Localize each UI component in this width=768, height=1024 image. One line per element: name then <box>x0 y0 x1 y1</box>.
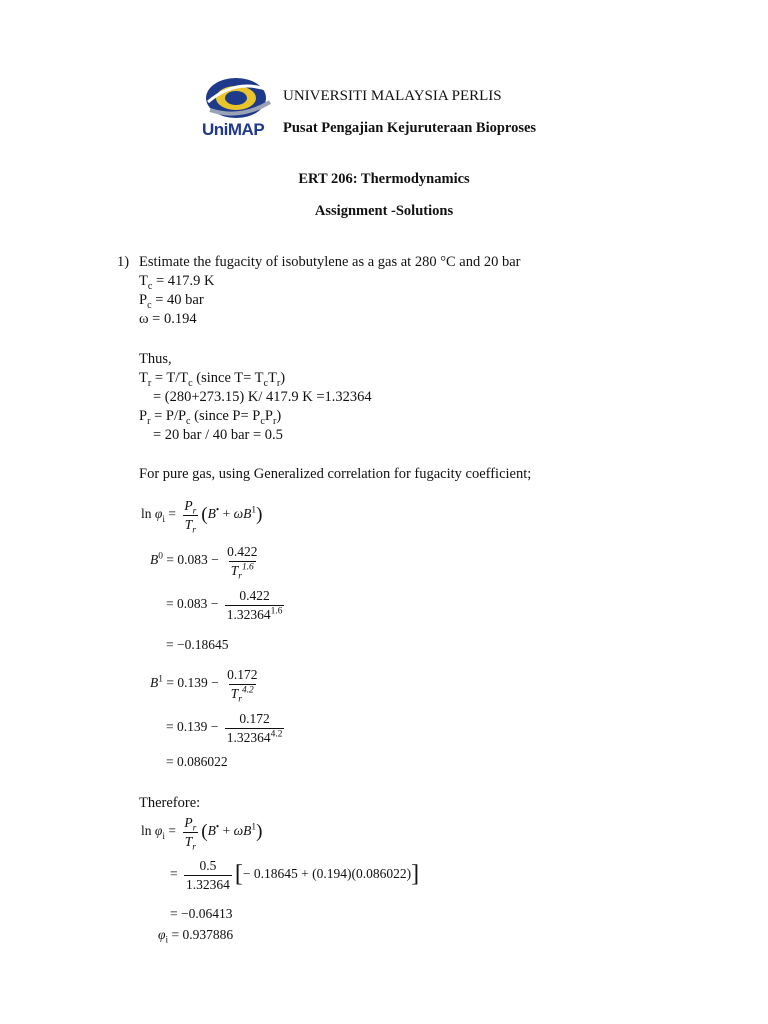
tr-definition: $T_r = T/T_c$ (since $T= T_cT_r$) <box>139 370 286 389</box>
phi-result: $\varphi_i = 0.937886$ <box>158 927 234 946</box>
thus-label: Thus, <box>139 351 172 367</box>
final-substitution: = $\frac{0.5}{1.32364}$ [− 0.18645 + (0.194)(0.086022)] <box>170 858 420 892</box>
pr-calculation: = 20 bar / 40 bar = 0.5 <box>153 427 283 443</box>
tc-value: = 417.9 K <box>152 273 215 289</box>
b1-result: = 0.086022 <box>166 754 228 769</box>
course-title: ERT 206: Thermodynamics <box>298 171 470 187</box>
tc-line: $T_c = 417.9$ K <box>139 273 215 292</box>
question-number: 1) <box>117 254 130 270</box>
question-prompt: Estimate the fugacity of isobutylene as a gas at 280 °C and 20 bar <box>139 254 521 270</box>
assignment-subtitle: Assignment -Solutions <box>314 203 454 219</box>
b0-result: = −0.18645 <box>166 637 229 652</box>
therefore-label: Therefore: <box>139 795 201 811</box>
logo-text: UniMAP <box>202 120 265 139</box>
lnphi-equation: $\ln \varphi_i$ = $\frac{P_r}{T_r}$ $(B^• + \omega B^1)$ <box>141 498 263 536</box>
university-name: UNIVERSITI MALAYSIA PERLIS <box>283 88 502 104</box>
correlation-intro: For pure gas, using Generalized correlation for fugacity coefficient; <box>139 466 532 482</box>
omega-line: ω = 0.194 <box>139 311 197 327</box>
pr-definition: $P_r = P/P_c$ (since $P= P_cP_r$) <box>139 408 282 427</box>
b1-substitution: = 0.139 − $\frac{0.172}{1.32364^{4.2}}$ <box>166 711 283 745</box>
pc-value: = 40 bar <box>151 292 204 308</box>
lnphi-result: = −0.06413 <box>170 906 233 921</box>
lnphi-equation-2: $\ln \varphi_i$ = $\frac{P_r}{T_r}$ $(B^• + \omega B^1)$ <box>141 815 263 853</box>
unimap-logo <box>200 72 275 142</box>
school-name: Pusat Pengajian Kejuruteraan Bioproses <box>283 120 537 136</box>
b0-substitution: = 0.083 − $\frac{0.422}{1.32364^{1.6}}$ <box>166 588 283 622</box>
tr-calculation: = (280+273.15) K/ 417.9 K =1.32364 <box>153 389 372 405</box>
b1-equation: $B^1 = 0.139$ − $\frac{0.172}{T_r^{4.2}}$ <box>150 667 258 705</box>
b0-equation: $B^0 = 0.083$ − $\frac{0.422}{T_r^{1.6}}$ <box>150 544 258 582</box>
pc-line: $P_c = 40$ bar <box>139 292 204 311</box>
